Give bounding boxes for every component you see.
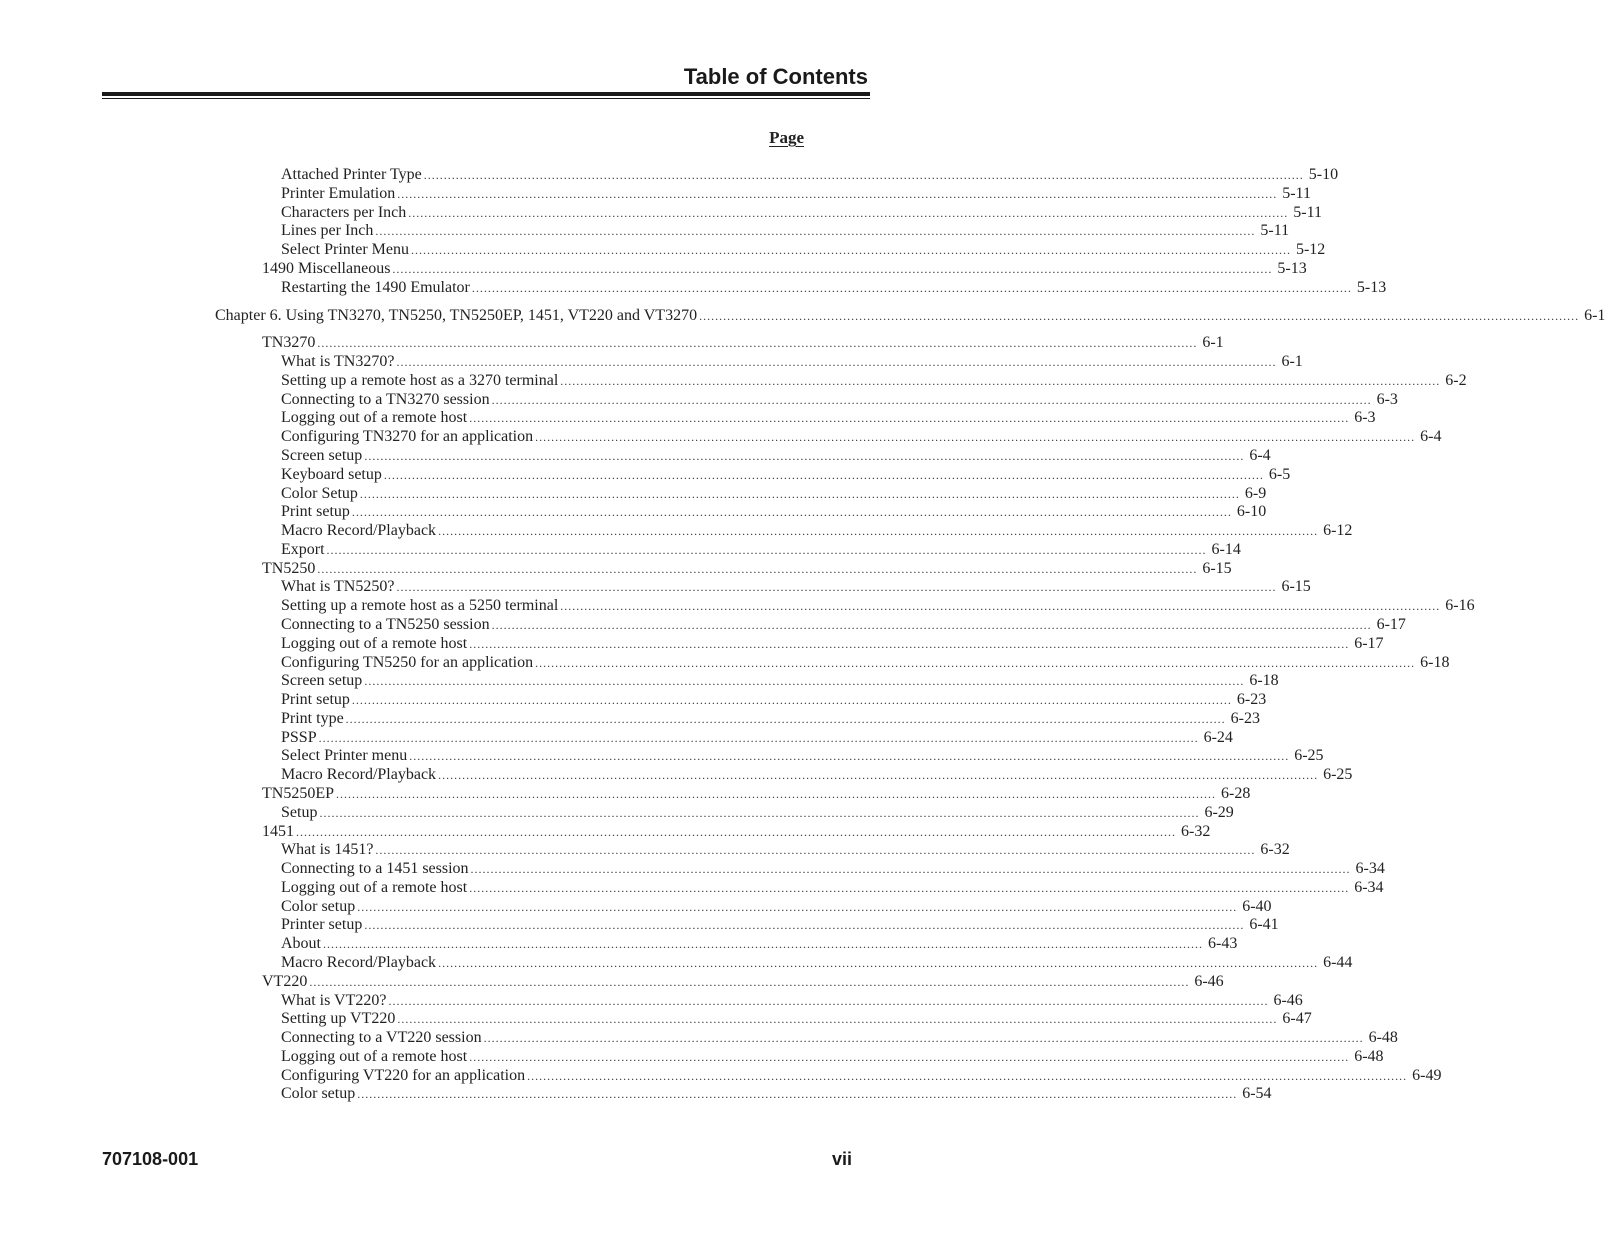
toc-entry-page: 6-1 (1584, 306, 1605, 324)
toc-entry-page: 6-17 (1376, 615, 1406, 633)
toc-entry-label: Color Setup (281, 484, 358, 502)
toc-entry-label: About (281, 935, 321, 953)
toc-entry-page: 5-13 (1356, 278, 1387, 296)
toc-entry-page: 6-25 (1294, 747, 1324, 765)
toc-entry-page: 6-46 (1194, 972, 1224, 990)
dot-leader: ............................................................................................................................................................................................................................ (323, 937, 1203, 952)
toc-entry-label: TN3270 (262, 334, 316, 352)
toc-entry-page: 5-12 (1295, 241, 1326, 259)
dot-leader: ............................................................................................................................................................................................................................ (296, 824, 1176, 839)
toc-entry-label: Connecting to a TN3270 session (281, 390, 490, 408)
page-number: vii (831, 1149, 852, 1169)
toc-entry-page: 6-9 (1244, 484, 1267, 502)
toc-subsection-entry (281, 859, 1385, 879)
dot-leader: ............................................................................................................................................................................................................................ (383, 467, 1264, 482)
toc-subsection-entry (281, 521, 1353, 541)
toc-subsection-entry (281, 278, 1387, 298)
toc-entry-page: 6-47 (1282, 1010, 1312, 1028)
toc-subsection-entry (281, 803, 1234, 823)
dot-leader: ............................................................................................................................................................................................................................ (491, 392, 1372, 407)
toc-entry-label: Setting up VT220 (281, 1010, 396, 1028)
toc-entry-page: 6-44 (1323, 954, 1353, 971)
dot-leader: ............................................................................................................................................................................................................................ (438, 956, 1319, 970)
toc-entry-page: 6-3 (1376, 390, 1398, 408)
toc-entry-page: 5-10 (1308, 166, 1339, 183)
toc-subsection-entry (281, 991, 1303, 1011)
toc-entry-label: 1451 (262, 822, 294, 840)
dot-leader: ............................................................................................................................................................................................................................ (471, 280, 1352, 295)
toc-entry-label: Connecting to a TN5250 session (281, 615, 490, 633)
toc-entry-page: 5-11 (1282, 184, 1311, 202)
toc-entry-label: Setting up a remote host as a 3270 terminal (281, 371, 559, 389)
toc-entry-page: 6-16 (1445, 597, 1475, 615)
header-rule-thick (102, 92, 870, 96)
dot-leader: ............................................................................................................................................................................................................................ (535, 655, 1416, 670)
toc-entry-label: PSSP (281, 728, 317, 746)
toc-subsection-entry (281, 240, 1326, 260)
dot-leader: ............................................................................................................................................................................................................................ (560, 599, 1441, 614)
toc-subsection-entry (281, 1028, 1398, 1048)
toc-subsection-entry (281, 953, 1353, 973)
toc-entry-label: What is TN3270? (281, 353, 395, 370)
toc-subsection-entry (281, 746, 1324, 766)
toc-subsection-entry (281, 502, 1267, 522)
toc-entry-page: 6-4 (1420, 428, 1442, 446)
page-title: Table of Contents (683, 64, 868, 89)
dot-leader: ............................................................................................................................................................................................................................ (359, 486, 1240, 501)
toc-section-entry (262, 333, 1224, 353)
toc-entry-label: Screen setup (281, 446, 363, 464)
toc-entry-label: Connecting to a VT220 session (281, 1029, 482, 1047)
dot-leader: ............................................................................................................................................................................................................................ (388, 993, 1269, 1008)
toc-entry-page: 6-1 (1202, 334, 1224, 352)
toc-entry-label: Select Printer Menu (281, 241, 409, 259)
dot-leader: ............................................................................................................................................................................................................................ (409, 749, 1290, 764)
toc-subsection-entry (281, 540, 1241, 560)
toc-entry-page: 6-23 (1236, 691, 1267, 709)
toc-entry-label: Connecting to a 1451 session (281, 860, 469, 878)
toc-subsection-entry (281, 615, 1406, 635)
dot-leader: ............................................................................................................................................................................................................................ (423, 168, 1304, 182)
toc-entry-label: Macro Record/Playback (281, 766, 437, 784)
dot-leader: ............................................................................................................................................................................................................................ (469, 880, 1350, 895)
dot-leader: ............................................................................................................................................................................................................................ (560, 373, 1441, 388)
dot-leader: ............................................................................................................................................................................................................................ (345, 711, 1226, 726)
toc-subsection-entry (281, 408, 1376, 428)
toc-subsection-entry (281, 1084, 1272, 1104)
toc-entry-label: VT220 (262, 972, 308, 990)
toc-subsection-entry (281, 221, 1290, 241)
toc-entry-label: Lines per Inch (281, 222, 374, 240)
toc-subsection-entry (281, 427, 1442, 447)
toc-subsection-entry (281, 653, 1450, 673)
dot-leader: ............................................................................................................................................................................................................................ (375, 843, 1256, 858)
dot-leader: ............................................................................................................................................................................................................................ (469, 1049, 1350, 1064)
toc-subsection-entry (281, 1066, 1442, 1086)
toc-entry-page: 6-2 (1445, 371, 1467, 389)
dot-leader: ............................................................................................................................................................................................................................ (317, 336, 1198, 351)
dot-leader: ............................................................................................................................................................................................................................ (535, 430, 1416, 445)
toc-entry-label: Configuring VT220 for an application (281, 1066, 526, 1084)
toc-entry-page: 5-13 (1277, 259, 1307, 277)
toc-entry-label: Export (281, 540, 325, 558)
document-number: 707108-001 (102, 1149, 199, 1169)
dot-leader: ............................................................................................................................................................................................................................ (396, 580, 1277, 595)
dot-leader: ............................................................................................................................................................................................................................ (397, 1012, 1278, 1027)
toc-subsection-entry (281, 915, 1279, 935)
toc-entry-label: Setting up a remote host as a 5250 terminal (281, 597, 559, 615)
header-rule-thin (102, 98, 870, 99)
toc-entry-page: 6-29 (1204, 803, 1234, 821)
toc-entry-page: 6-32 (1260, 841, 1290, 859)
toc-subsection-entry (281, 1047, 1384, 1067)
dot-leader: ............................................................................................................................................................................................................................ (351, 505, 1232, 520)
toc-entry-label: Printer setup (281, 916, 363, 934)
toc-entry-page: 6-34 (1355, 860, 1385, 878)
toc-subsection-entry (281, 709, 1260, 729)
toc-entry-page: 6-48 (1368, 1029, 1398, 1047)
dot-leader: ............................................................................................................................................................................................................................ (375, 224, 1256, 239)
dot-leader: ............................................................................................................................................................................................................................ (410, 243, 1291, 258)
toc-entry-label: Configuring TN5250 for an application (281, 653, 534, 671)
dot-leader: ............................................................................................................................................................................................................................ (483, 1031, 1364, 1046)
toc-entry-label: Logging out of a remote host (281, 409, 468, 427)
toc-entry-label: Macro Record/Playback (281, 954, 437, 971)
toc-entry-label: Configuring TN3270 for an application (281, 428, 534, 446)
toc-subsection-entry (281, 897, 1272, 917)
toc-entry-label: Logging out of a remote host (281, 634, 468, 652)
toc-entry-label: Select Printer menu (281, 747, 408, 765)
toc-subsection-entry (281, 596, 1475, 616)
dot-leader: ............................................................................................................................................................................................................................ (351, 693, 1232, 708)
toc-entry-page: 6-15 (1281, 578, 1311, 596)
toc-section-entry (262, 822, 1211, 842)
toc-subsection-entry (281, 1009, 1312, 1029)
toc-section-entry (262, 559, 1232, 579)
dot-leader: ............................................................................................................................................................................................................................ (357, 1087, 1238, 1102)
toc-subsection-entry (281, 203, 1322, 223)
toc-entry-page: 6-28 (1221, 785, 1251, 802)
dot-leader: ............................................................................................................................................................................................................................ (469, 636, 1350, 651)
toc-section-entry (262, 972, 1224, 992)
dot-leader: ............................................................................................................................................................................................................................ (318, 730, 1199, 745)
toc-entry-page: 6-32 (1181, 822, 1211, 840)
toc-subsection-entry (281, 690, 1267, 710)
dot-leader: ............................................................................................................................................................................................................................ (364, 448, 1245, 463)
dot-leader: ............................................................................................................................................................................................................................ (319, 805, 1200, 820)
toc-entry-label: TN5250EP (262, 785, 334, 802)
toc-entry-page: 6-49 (1412, 1066, 1442, 1084)
toc-entry-label: TN5250 (262, 559, 316, 577)
dot-leader: ............................................................................................................................................................................................................................ (357, 899, 1238, 914)
dot-leader: ............................................................................................................................................................................................................................ (438, 768, 1319, 783)
toc-entry-page: 6-3 (1354, 409, 1376, 427)
toc-entry-label: Print setup (281, 503, 350, 521)
toc-subsection-entry (281, 878, 1384, 898)
toc-entry-label: Attached Printer Type (281, 166, 422, 183)
toc-subsection-entry (281, 352, 1303, 372)
toc-subsection-entry (281, 934, 1238, 954)
dot-leader: ............................................................................................................................................................................................................................ (397, 186, 1278, 201)
toc-entry-page: 6-18 (1249, 672, 1279, 690)
toc-entry-label: Screen setup (281, 672, 363, 690)
toc-entry-label: What is 1451? (281, 841, 374, 859)
toc-entry-page: 6-4 (1249, 446, 1271, 464)
toc-entry-label: Print type (281, 709, 344, 727)
toc-entry-label: Color setup (281, 1085, 356, 1103)
toc-entry-label: Logging out of a remote host (281, 1047, 468, 1065)
page-column-heading: Page (769, 128, 804, 147)
toc-subsection-entry (281, 165, 1339, 185)
dot-leader: ............................................................................................................................................................................................................................ (527, 1068, 1408, 1083)
toc-entry-page: 6-10 (1236, 503, 1267, 521)
toc-entry-label: 1490 Miscellaneous (262, 259, 391, 277)
toc-entry-page: 6-48 (1354, 1047, 1384, 1065)
toc-subsection-entry (281, 765, 1353, 785)
toc-subsection-entry (281, 484, 1267, 504)
toc-entry-page: 5-11 (1293, 203, 1322, 221)
dot-leader: ............................................................................................................................................................................................................................ (364, 918, 1245, 933)
toc-entry-page: 6-25 (1323, 766, 1353, 784)
toc-subsection-entry (281, 446, 1271, 466)
toc-entry-page: 6-46 (1273, 991, 1303, 1009)
toc-entry-label: Print setup (281, 691, 350, 709)
toc-entry-page: 6-41 (1249, 916, 1279, 934)
toc-entry-label: Setup (281, 803, 318, 821)
dot-leader: ............................................................................................................................................................................................................................ (396, 355, 1277, 369)
toc-entry-label: What is VT220? (281, 991, 387, 1009)
toc-entry-page: 6-24 (1203, 728, 1233, 746)
toc-entry-page: 6-43 (1208, 935, 1238, 953)
dot-leader: ............................................................................................................................................................................................................................ (392, 261, 1273, 276)
toc-entry-page: 6-15 (1202, 559, 1232, 577)
toc-section-entry (262, 784, 1251, 804)
toc-entry-page: 6-1 (1281, 353, 1303, 370)
dot-leader: ............................................................................................................................................................................................................................ (470, 862, 1351, 877)
toc-entry-page: 6-12 (1323, 522, 1353, 539)
toc-entry-label: Chapter 6. Using TN3270, TN5250, TN5250EP, 1451, VT220 and VT3270 (215, 306, 698, 324)
toc-section-entry (262, 259, 1307, 279)
toc-entry-label: Macro Record/Playback (281, 522, 437, 539)
toc-entry-label: Color setup (281, 897, 356, 915)
toc-entry-label: Logging out of a remote host (281, 878, 468, 896)
toc-entry-label: Printer Emulation (281, 184, 396, 202)
toc-chapter-entry (215, 306, 1605, 326)
dot-leader: ............................................................................................................................................................................................................................ (309, 974, 1190, 989)
dot-leader: ............................................................................................................................................................................................................................ (491, 617, 1372, 632)
toc-subsection-entry (281, 390, 1398, 410)
toc-subsection-entry (281, 184, 1311, 204)
toc-subsection-entry (281, 577, 1311, 597)
toc-entry-page: 6-23 (1230, 709, 1260, 727)
toc-entry-page: 5-11 (1260, 222, 1290, 240)
dot-leader: ............................................................................................................................................................................................................................ (438, 524, 1319, 538)
dot-leader: ............................................................................................................................................................................................................................ (364, 674, 1245, 689)
toc-subsection-entry (281, 840, 1290, 860)
toc-subsection-entry (281, 371, 1467, 391)
toc-entry-label: Keyboard setup (281, 465, 382, 483)
dot-leader: ............................................................................................................................................................................................................................ (469, 411, 1350, 426)
toc-entry-page: 6-40 (1242, 897, 1272, 915)
toc-entry-page: 6-5 (1268, 465, 1291, 483)
toc-entry-page: 6-18 (1420, 653, 1450, 671)
toc-subsection-entry (281, 671, 1279, 691)
dot-leader: ............................................................................................................................................................................................................................ (326, 542, 1207, 557)
toc-subsection-entry (281, 634, 1384, 654)
toc-entry-label: What is TN5250? (281, 578, 395, 596)
toc-subsection-entry (281, 465, 1291, 485)
toc-entry-page: 6-14 (1211, 540, 1241, 558)
dot-leader: ............................................................................................................................................................................................................................ (408, 205, 1289, 220)
toc-entry-page: 6-34 (1354, 878, 1384, 896)
toc-subsection-entry (281, 728, 1233, 748)
toc-entry-page: 6-17 (1354, 634, 1384, 652)
dot-leader: ............................................................................................................................................................................................................................ (336, 787, 1216, 801)
dot-leader: ............................................................................................................................................................................................................................ (699, 308, 1580, 323)
dot-leader: ............................................................................................................................................................................................................................ (317, 561, 1198, 576)
toc-entry-label: Characters per Inch (281, 203, 407, 221)
toc-entry-label: Restarting the 1490 Emulator (281, 278, 470, 296)
toc-entry-page: 6-54 (1242, 1085, 1272, 1103)
